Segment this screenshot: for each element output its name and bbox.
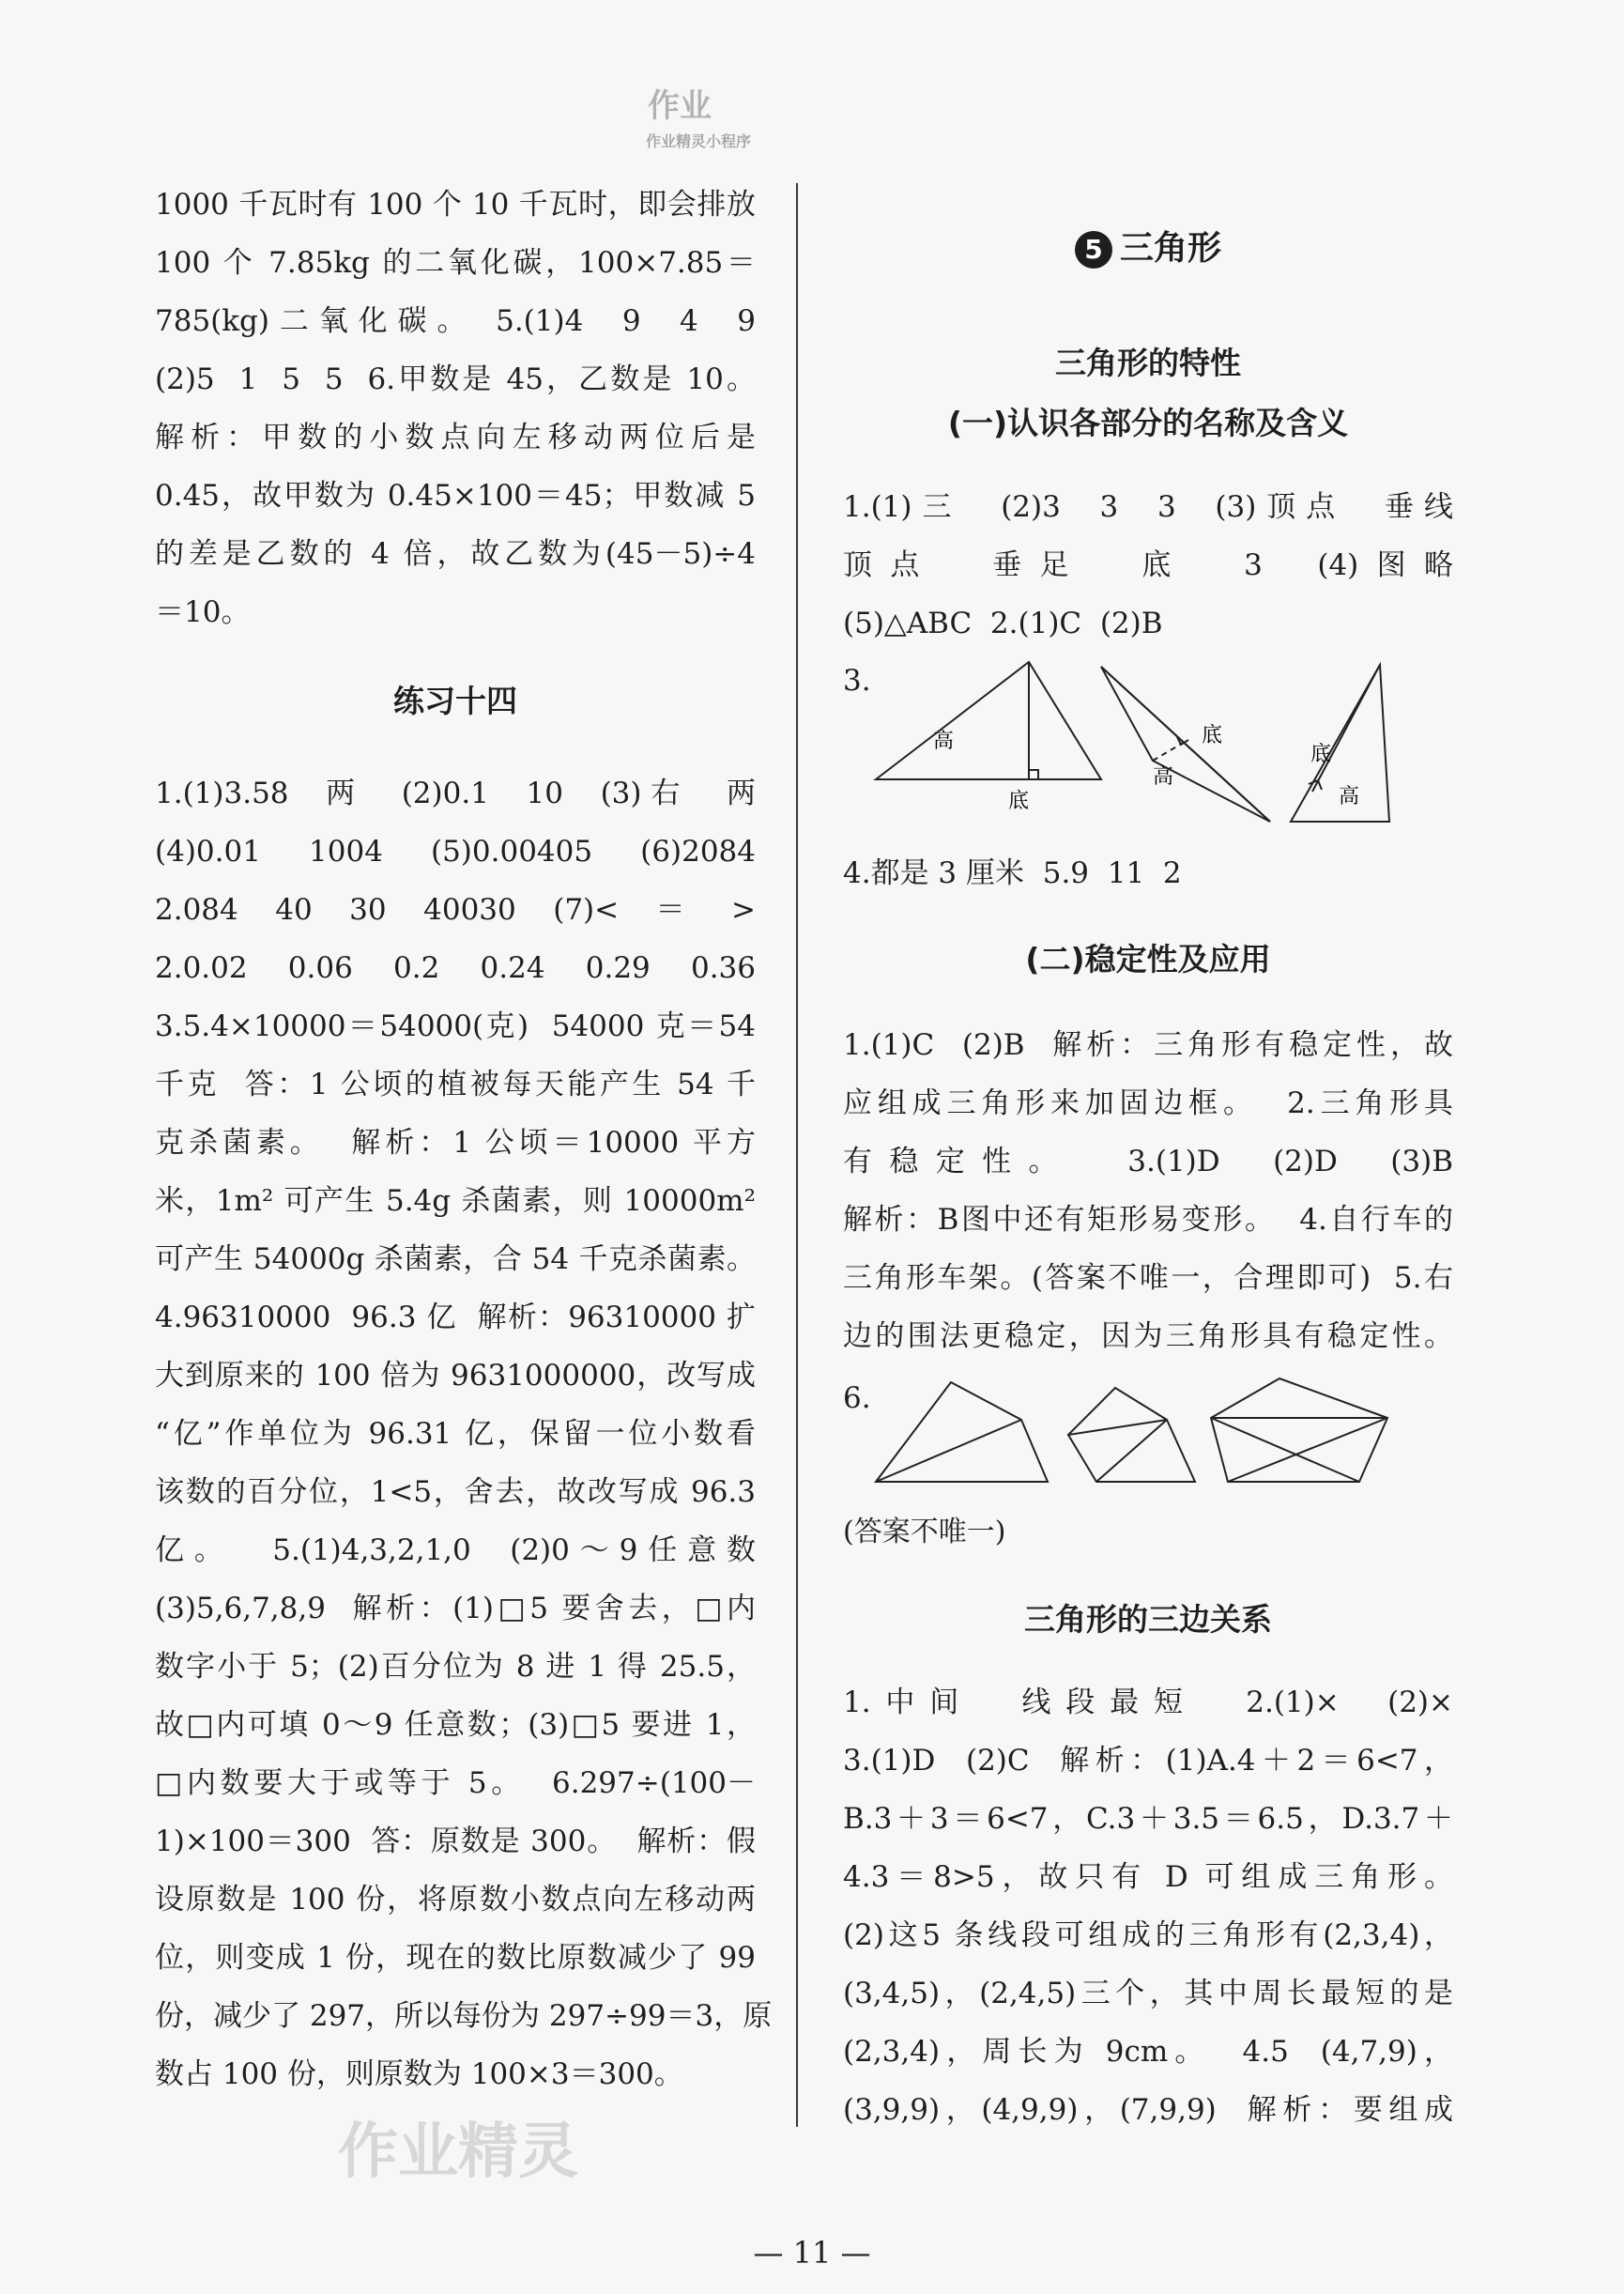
text-line: B.3＋3＝6<7，C.3＋3.5＝6.5，D.3.7＋ [843,1802,1453,1836]
triangle-1 [876,662,1101,779]
label-base-3: 底 [1310,743,1332,766]
text-line: 设原数是 100 份，将原数小数点向左移动两 [155,1883,756,1917]
text-line: 4.3＝8>5，故只有 D 可组成三角形。 [843,1860,1453,1894]
height-line-3 [1312,665,1380,792]
text-line: 大到原来的 100 倍为 9631000000，改写成 [155,1359,756,1393]
text-line: 可产生 54000g 杀菌素，合 54 千克杀菌素。 [155,1242,756,1276]
text-line: 位，则变成 1 份，现在的数比原数减少了 99 [155,1941,756,1975]
text-line: 边的围法更稳定，因为三角形具有稳定性。 [843,1319,1453,1353]
text-line: ＝10。 [155,595,251,629]
text-line: “亿”作单位为 96.31 亿，保留一位小数看 [155,1417,756,1451]
question-label: 6. [843,1381,871,1415]
text-line: 2.084 40 30 40030 (7)< ＝ > [155,893,756,927]
text-line: 克杀菌素。 解析：1 公顷＝10000 平方 [155,1126,756,1160]
watermark-bottom: 作业精灵 [338,2117,578,2187]
quad-1 [876,1382,1048,1482]
text-line: 该数的百分位，1<5，舍去，故改写成 96.3 [155,1475,756,1509]
text-line: 1)×100＝300 答：原数是 300。 解析：假 [155,1824,756,1858]
text-line: 1.中间 线段最短 2.(1)× (2)× [843,1686,1453,1719]
text-line: □内数要大于或等于 5。 6.297÷(100－ [155,1766,756,1800]
text-line: 785(kg)二氧化碳。 5.(1)4 9 4 9 [155,304,756,338]
text-line: (5)△ABC 2.(1)C (2)B [843,607,1163,640]
answer-note: (答案不唯一) [843,1516,1006,1548]
text-line: 2.0.02 0.06 0.2 0.24 0.29 0.36 [155,951,756,985]
text-line: 应组成三角形来加固边框。 2.三角形具 [843,1086,1453,1120]
text-line: (2)5 1 5 5 6.甲数是 45，乙数是 10。 [155,362,756,396]
chapter-number-badge: 5 [1075,231,1112,269]
subtopic-title: (一)认识各部分的名称及含义 [947,405,1349,441]
section-title: 练习十四 [393,683,517,719]
label-base-1: 底 [1008,790,1030,813]
text-line: 0.45，故甲数为 0.45×100＝45；甲数减 5 [155,479,756,513]
text-line: (3,4,5)，(2,4,5)三个，其中周长最短的是 [843,1977,1453,2010]
text-line: 数占 100 份，则原数为 100×3＝300。 [155,2057,683,2091]
label-high-1: 高 [933,730,955,753]
text-line: 100 个 7.85kg 的二氧化碳，100×7.85＝ [155,246,756,280]
question-label: 3. [843,664,871,698]
text-line: 千克 答：1 公顷的植被每天能产生 54 千 [155,1068,756,1101]
text-line: 解析：B图中还有矩形易变形。 4.自行车的 [843,1203,1453,1237]
topic-title: 三角形的三边关系 [1024,1601,1272,1638]
label-high-3: 高 [1339,785,1360,808]
column-divider [796,183,798,2127]
chapter-heading [843,221,1453,277]
label-high-2: 高 [1153,765,1174,789]
text-line: 1.(1)三 (2)3 3 3 (3)顶点 垂线 [843,490,1453,524]
text-line: (2)这5 条线段可组成的三角形有(2,3,4)， [843,1918,1453,1952]
text-line: 1000 千瓦时有 100 个 10 千瓦时，即会排放 [155,188,756,222]
text-line: 故□内可填 0～9 任意数；(3)□5 要进 1， [155,1708,756,1742]
chapter-title: 三角形 [1119,229,1221,268]
text-line: 1.(1)C (2)B 解析：三角形有稳定性，故 [843,1028,1453,1062]
watermark-top: 作业 [648,87,712,125]
text-line: 三角形车架。(答案不唯一，合理即可) 5.右 [843,1261,1453,1295]
watermark-top-sub: 作业精灵小程序 [646,132,752,150]
text-line: 份，减少了 297，所以每份为 297÷99＝3，原 [155,1999,773,2033]
text-line: 有稳定性。 3.(1)D (2)D (3)B [843,1145,1453,1178]
topic-title: 三角形的特性 [1055,345,1241,381]
text-line: (3)5,6,7,8,9 解析：(1)□5 要舍去，□内 [155,1592,756,1625]
text-line: (3,9,9)，(4,9,9)，(7,9,9) 解析：要组成 [843,2093,1453,2127]
text-line: 3.(1)D (2)C 解析：(1)A.4＋2＝6<7， [843,1744,1453,1778]
text-line: 4.都是 3 厘米 5.9 11 2 [843,856,1182,890]
text-line: (2,3,4)，周长为 9cm。 4.5 (4,7,9)， [843,2035,1453,2069]
text-line: 4.96310000 96.3 亿 解析：96310000 扩 [155,1301,756,1334]
page-number: — 11 — [753,2235,871,2271]
text-line: 解析：甲数的小数点向左移动两位后是 [155,421,756,454]
quad-2 [1068,1388,1195,1482]
text-line: 数字小于 5；(2)百分位为 8 进 1 得 25.5， [155,1650,756,1684]
text-line: 顶点 垂足 底 3 (4)图略 [843,548,1453,582]
text-line: 米，1m² 可产生 5.4g 杀菌素，则 10000m² [155,1184,756,1218]
label-base-2: 底 [1202,724,1223,747]
text-line: (4)0.01 1004 (5)0.00405 (6)2084 [155,835,756,869]
q6-quadrilaterals-figure [871,1371,1434,1493]
text-line: 3.5.4×10000＝54000(克) 54000 克＝54 [155,1009,756,1043]
subtopic-title: (二)稳定性及应用 [1025,941,1271,978]
text-line: 的差是乙数的 4 倍，故乙数为(45－5)÷4 [155,537,756,571]
text-line: 亿。 5.(1)4,3,2,1,0 (2)0～9任意数 [155,1533,756,1567]
q3-triangles-figure [871,657,1434,845]
text-line: 1.(1)3.58 两 (2)0.1 10 (3)右 两 [155,777,756,810]
